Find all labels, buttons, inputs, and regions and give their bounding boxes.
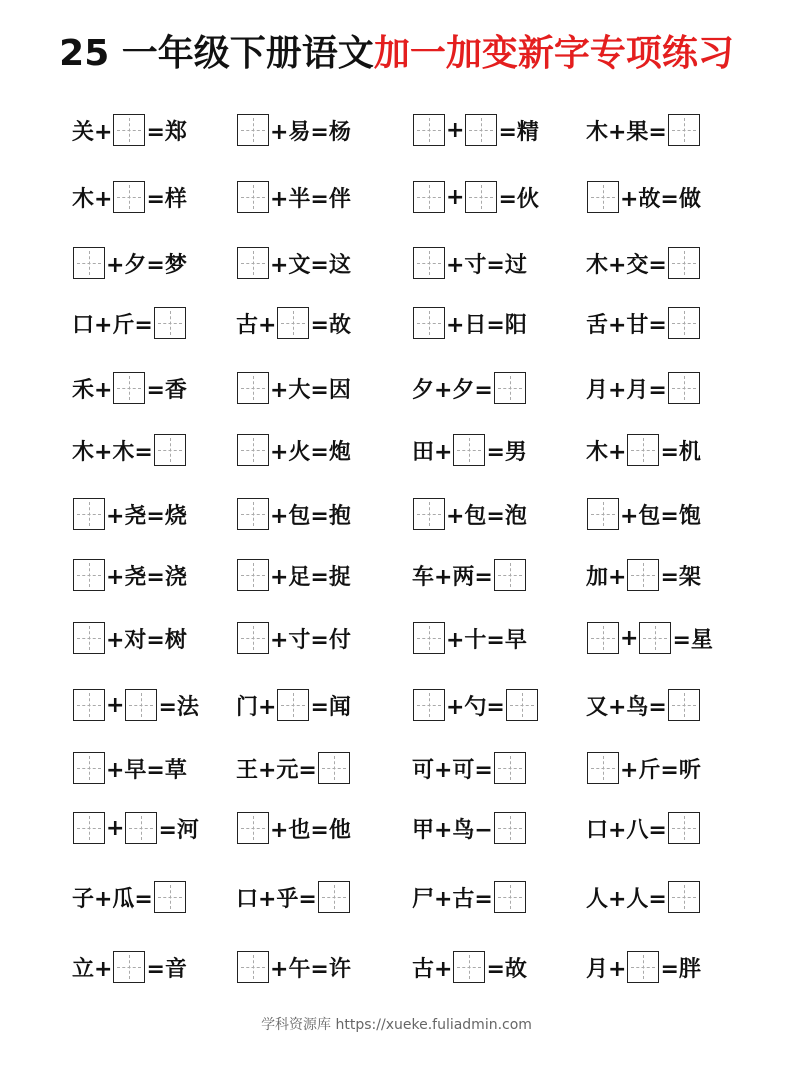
equation-item <box>72 305 187 341</box>
equation-text: 木+木= <box>72 439 153 465</box>
answer-box[interactable] <box>237 372 269 404</box>
answer-box[interactable] <box>453 434 485 466</box>
equation-text: =故 <box>486 956 527 982</box>
answer-box[interactable] <box>587 622 619 654</box>
equation-text: 古+ <box>412 956 453 982</box>
equation-text: 木+交= <box>586 252 667 278</box>
equation-text: +包=抱 <box>270 503 351 529</box>
answer-box[interactable] <box>154 881 186 913</box>
answer-box[interactable] <box>277 307 309 339</box>
equation-item <box>586 496 701 532</box>
equation-text: =郑 <box>146 119 187 145</box>
equation-text: +火=炮 <box>270 439 351 465</box>
equation-item <box>586 432 701 468</box>
answer-box[interactable] <box>73 689 105 721</box>
equation-item <box>236 687 351 723</box>
equation-text: 子+瓜= <box>72 886 153 912</box>
answer-box[interactable] <box>73 498 105 530</box>
answer-box[interactable] <box>237 622 269 654</box>
equation-text: +寸=付 <box>270 627 351 653</box>
equation-item <box>236 810 351 846</box>
answer-box[interactable] <box>318 881 350 913</box>
answer-box[interactable] <box>668 812 700 844</box>
equation-text: =闻 <box>310 694 351 720</box>
answer-box[interactable] <box>668 372 700 404</box>
answer-box[interactable] <box>413 114 445 146</box>
answer-box[interactable] <box>627 434 659 466</box>
equation-text: 可+可= <box>412 757 493 783</box>
equation-item <box>72 879 187 915</box>
equation-text: 夕+夕= <box>412 377 493 403</box>
equation-text: =机 <box>660 439 701 465</box>
answer-box[interactable] <box>237 559 269 591</box>
equation-text: + <box>106 815 125 841</box>
equation-item <box>586 949 701 985</box>
equation-text: =星 <box>672 627 713 653</box>
equation-text: +勺= <box>446 694 505 720</box>
answer-box[interactable] <box>627 951 659 983</box>
equation-text: =男 <box>486 439 527 465</box>
equation-text: 尸+古= <box>412 886 493 912</box>
answer-box[interactable] <box>125 812 157 844</box>
equation-item <box>412 112 539 148</box>
equation-text: +午=许 <box>270 956 351 982</box>
answer-box[interactable] <box>73 247 105 279</box>
equation-text: 口+乎= <box>236 886 317 912</box>
equation-text: 加+ <box>586 564 627 590</box>
answer-box[interactable] <box>494 752 526 784</box>
equation-text: + <box>446 117 465 143</box>
answer-box[interactable] <box>494 372 526 404</box>
answer-box[interactable] <box>668 114 700 146</box>
equation-item <box>72 620 187 656</box>
equation-item <box>72 496 187 532</box>
answer-box[interactable] <box>413 181 445 213</box>
answer-box[interactable] <box>113 372 145 404</box>
answer-box[interactable] <box>318 752 350 784</box>
equation-item <box>586 245 701 281</box>
equation-item <box>412 557 527 593</box>
equation-item <box>236 750 351 786</box>
equation-item <box>586 687 701 723</box>
equation-item <box>412 687 539 723</box>
answer-box[interactable] <box>453 951 485 983</box>
equation-item <box>412 245 527 281</box>
equation-text: 口+斤= <box>72 312 153 338</box>
equation-text: 月+ <box>586 956 627 982</box>
equation-text: +易=杨 <box>270 119 351 145</box>
equation-item <box>236 370 351 406</box>
answer-box[interactable] <box>73 752 105 784</box>
equation-text: =胖 <box>660 956 701 982</box>
equation-text: 木+ <box>72 186 113 212</box>
equation-text: +文=这 <box>270 252 351 278</box>
answer-box[interactable] <box>494 559 526 591</box>
answer-box[interactable] <box>113 181 145 213</box>
equation-item <box>412 879 527 915</box>
answer-box[interactable] <box>154 307 186 339</box>
answer-box[interactable] <box>73 559 105 591</box>
equation-item <box>236 557 351 593</box>
answer-box[interactable] <box>73 812 105 844</box>
equation-item <box>586 620 713 656</box>
title-prefix: 25 一年级下册语文 <box>59 33 374 74</box>
equation-text: =架 <box>660 564 701 590</box>
answer-box[interactable] <box>506 689 538 721</box>
equation-text: =伙 <box>498 186 539 212</box>
answer-box[interactable] <box>465 181 497 213</box>
equation-text: =法 <box>158 694 199 720</box>
equation-item <box>586 112 701 148</box>
answer-box[interactable] <box>465 114 497 146</box>
answer-box[interactable] <box>237 434 269 466</box>
answer-box[interactable] <box>277 689 309 721</box>
equation-text: 古+ <box>236 312 277 338</box>
answer-box[interactable] <box>237 498 269 530</box>
answer-box[interactable] <box>587 498 619 530</box>
equation-text: +也=他 <box>270 817 351 843</box>
equation-item <box>412 432 527 468</box>
equation-item <box>586 557 701 593</box>
equation-text: +半=伴 <box>270 186 351 212</box>
equation-text: +对=树 <box>106 627 187 653</box>
equation-text: =河 <box>158 817 199 843</box>
equation-text: 舌+甘= <box>586 312 667 338</box>
equation-text: 门+ <box>236 694 277 720</box>
equation-text: 甲+鸟− <box>412 817 493 843</box>
equation-item <box>72 432 187 468</box>
equation-text: =音 <box>146 956 187 982</box>
equation-item <box>236 245 351 281</box>
equation-item <box>412 949 527 985</box>
equation-item <box>72 750 187 786</box>
equation-item <box>72 179 187 215</box>
equation-text: +斤=听 <box>620 757 701 783</box>
equation-text: +夕=梦 <box>106 252 187 278</box>
answer-box[interactable] <box>237 812 269 844</box>
equation-item <box>72 810 199 846</box>
answer-box[interactable] <box>113 114 145 146</box>
equation-text: 禾+ <box>72 377 113 403</box>
equation-item <box>412 620 527 656</box>
equation-item <box>236 620 351 656</box>
title-highlight: 加一加变新字专项练习 <box>373 33 734 74</box>
equation-item <box>236 879 351 915</box>
answer-box[interactable] <box>413 307 445 339</box>
equation-text: 又+鸟= <box>586 694 667 720</box>
equation-item <box>236 949 351 985</box>
equation-item <box>72 557 187 593</box>
equation-item <box>586 810 701 846</box>
equation-item <box>72 245 187 281</box>
equation-text: + <box>446 184 465 210</box>
equation-text: 木+ <box>586 439 627 465</box>
answer-box[interactable] <box>639 622 671 654</box>
equation-text: 田+ <box>412 439 453 465</box>
equation-text: +故=做 <box>620 186 701 212</box>
equation-item <box>236 432 351 468</box>
footer-source: 学科资源库 https://xueke.fuliadmin.com <box>261 1017 532 1033</box>
equation-text: + <box>106 692 125 718</box>
answer-box[interactable] <box>668 307 700 339</box>
equation-text: 人+人= <box>586 886 667 912</box>
answer-box[interactable] <box>154 434 186 466</box>
equation-text: +十=早 <box>446 627 527 653</box>
equation-text: 月+月= <box>586 377 667 403</box>
equation-item <box>236 496 351 532</box>
equation-item <box>236 179 351 215</box>
answer-box[interactable] <box>668 689 700 721</box>
answer-box[interactable] <box>413 247 445 279</box>
equation-text: +寸=过 <box>446 252 527 278</box>
answer-box[interactable] <box>494 881 526 913</box>
equation-text: +包=泡 <box>446 503 527 529</box>
answer-box[interactable] <box>668 881 700 913</box>
equation-text: +包=饱 <box>620 503 701 529</box>
answer-box[interactable] <box>237 247 269 279</box>
equation-text: +尧=烧 <box>106 503 187 529</box>
equation-text: +尧=浇 <box>106 564 187 590</box>
equation-item <box>586 750 701 786</box>
equation-item <box>586 179 701 215</box>
answer-box[interactable] <box>237 951 269 983</box>
equation-text: +足=捉 <box>270 564 351 590</box>
equation-text: +早=草 <box>106 757 187 783</box>
equation-text: =故 <box>310 312 351 338</box>
equation-text: 木+果= <box>586 119 667 145</box>
answer-box[interactable] <box>413 498 445 530</box>
equation-item <box>586 305 701 341</box>
equation-item <box>412 810 527 846</box>
equation-item <box>236 305 351 341</box>
equation-item <box>72 949 187 985</box>
equation-text: +大=因 <box>270 377 351 403</box>
answer-box[interactable] <box>627 559 659 591</box>
equation-item <box>586 879 701 915</box>
equation-item <box>412 179 539 215</box>
equation-item <box>412 370 527 406</box>
equation-text: =精 <box>498 119 539 145</box>
equation-text: 口+八= <box>586 817 667 843</box>
equation-item <box>236 112 351 148</box>
answer-box[interactable] <box>237 114 269 146</box>
answer-box[interactable] <box>125 689 157 721</box>
answer-box[interactable] <box>413 689 445 721</box>
equation-text: 关+ <box>72 119 113 145</box>
answer-box[interactable] <box>413 622 445 654</box>
answer-box[interactable] <box>73 622 105 654</box>
equation-item <box>412 750 527 786</box>
answer-box[interactable] <box>237 181 269 213</box>
equation-item <box>72 687 199 723</box>
equation-text: 立+ <box>72 956 113 982</box>
equation-text: =样 <box>146 186 187 212</box>
answer-box[interactable] <box>668 247 700 279</box>
equation-text: + <box>620 625 639 651</box>
equation-item <box>72 370 187 406</box>
equation-item <box>412 305 527 341</box>
equation-item <box>412 496 527 532</box>
answer-box[interactable] <box>587 752 619 784</box>
equation-text: 王+元= <box>236 757 317 783</box>
equation-item <box>586 370 701 406</box>
equation-item <box>72 112 187 148</box>
answer-box[interactable] <box>113 951 145 983</box>
answer-box[interactable] <box>587 181 619 213</box>
equation-text: =香 <box>146 377 187 403</box>
equation-text: +日=阳 <box>446 312 527 338</box>
answer-box[interactable] <box>494 812 526 844</box>
equation-text: 车+两= <box>412 564 493 590</box>
